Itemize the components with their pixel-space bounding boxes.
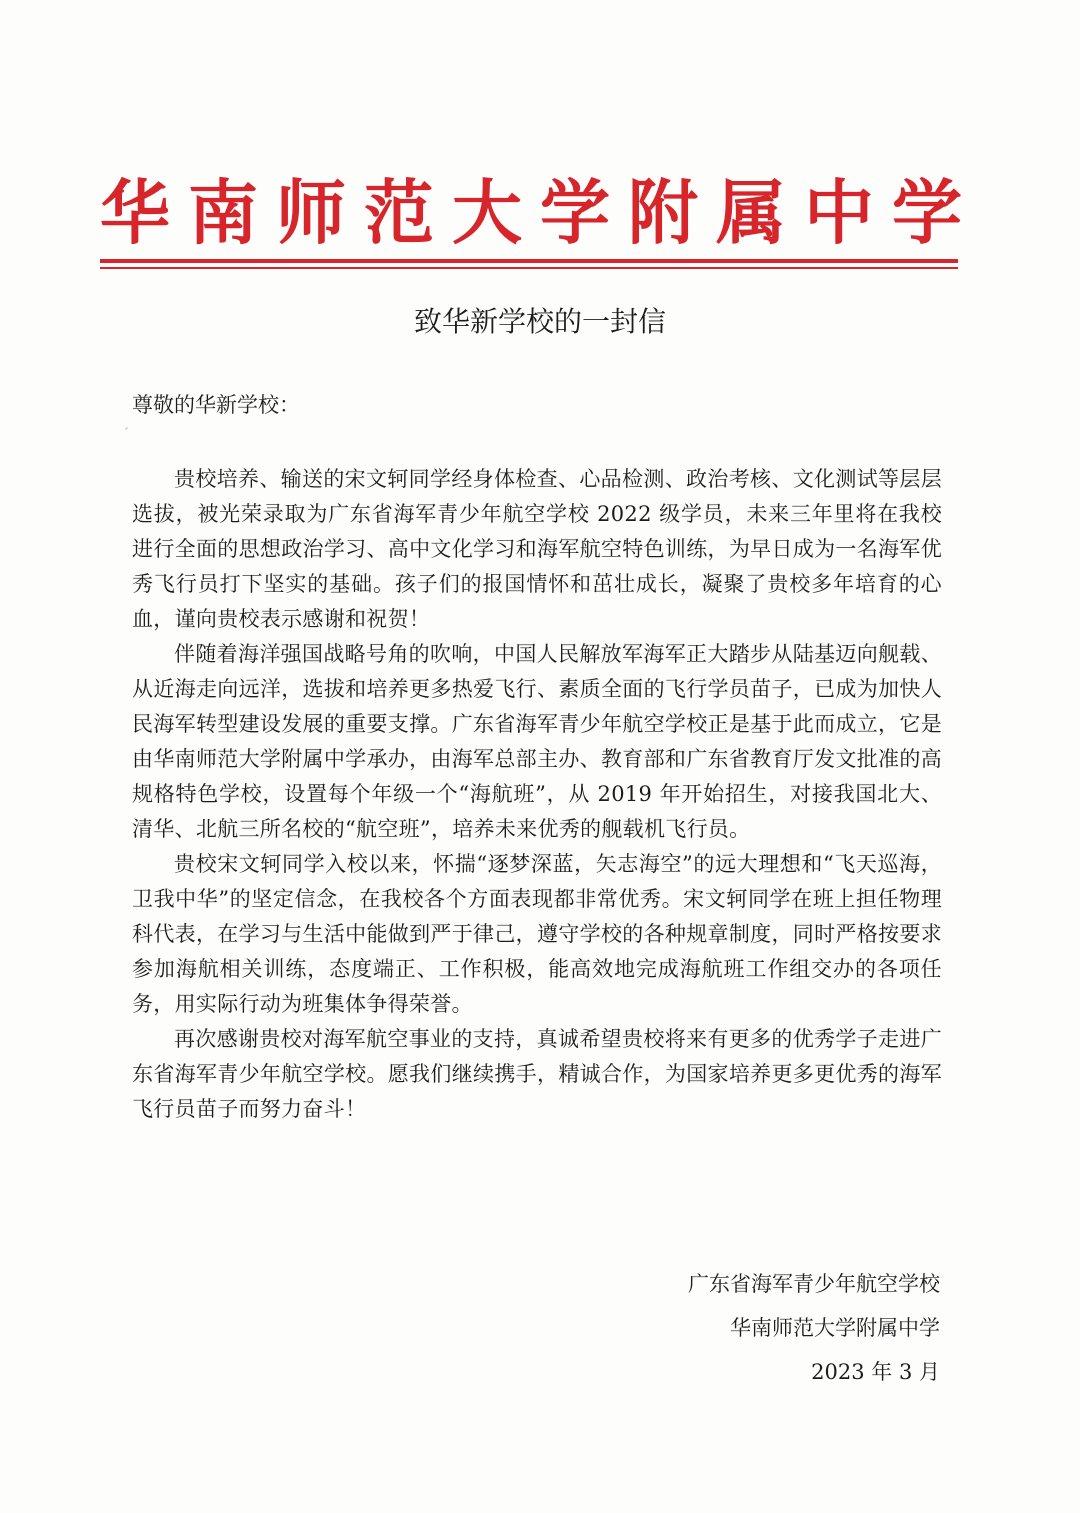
signature-org-2: 华南师范大学附属中学 [730,1316,940,1340]
scan-speck [125,427,128,430]
paragraph-1: 贵校培养、输送的宋文轲同学经身体检查、心品检测、政治考核、文化测试等层层选拔，被光荣录取为广东省海军青少年航空学校 2022 级学员，未来三年里将在我校进行全面的思想政治学习、高中文化学习和海军航空特色训练，为早日成为一名海军优秀飞行员打下坚实的基础。孩子们的报国情怀和茁壮成长，凝聚了贵校多年培育的心血，谨向贵校表示感谢和祝贺！ [132,467,942,631]
salutation: 尊敬的华新学校： [132,393,300,417]
letterhead-rule-thick [100,259,958,263]
letter-body [132,462,942,1127]
signature-block [688,1262,940,1394]
paragraph-3: 贵校宋文轲同学入校以来，怀揣“逐梦深蓝，矢志海空”的远大理想和“飞天巡海，卫我中华”的坚定信念，在我校各个方面表现都非常优秀。宋文轲同学在班上担任物理科代表，在学习与生活中能做到严于律己，遵守学校的各种规章制度，同时严格按要求参加海航相关训练，态度端正、工作积极，能高效地完成海航班工作组交办的各项任务，用实际行动为班集体争得荣誉。 [132,852,942,1016]
signature-org-1: 广东省海军青少年航空学校 [688,1272,940,1296]
signature-date: 2023 年 3 月 [811,1360,940,1384]
document-title: 致华新学校的一封信 [413,305,666,338]
letterhead-rule-thin [100,267,958,269]
paragraph-4: 再次感谢贵校对海军航空事业的支持，真诚希望贵校将来有更多的优秀学子走进广东省海军青少年航空学校。愿我们继续携手，精诚合作，为国家培养更多更优秀的海军飞行员苗子而努力奋斗！ [132,1027,942,1121]
letterhead-school-name: 华南师范大学附属中学 [100,172,980,254]
paragraph-2: 伴随着海洋强国战略号角的吹响，中国人民解放军海军正大踏步从陆基迈向舰载、从近海走向远洋，选拔和培养更多热爱飞行、素质全面的飞行学员苗子，已成为加快人民海军转型建设发展的重要支撑。广东省海军青少年航空学校正是基于此而成立，它是由华南师范大学附属中学承办，由海军总部主办、教育部和广东省教育厅发文批准的高规格特色学校，设置每个年级一个“海航班”，从 2019 年开始招生，对接我国北大、清华、北航三所名校的“航空班”，培养未来优秀的舰载机飞行员。 [132,642,942,841]
